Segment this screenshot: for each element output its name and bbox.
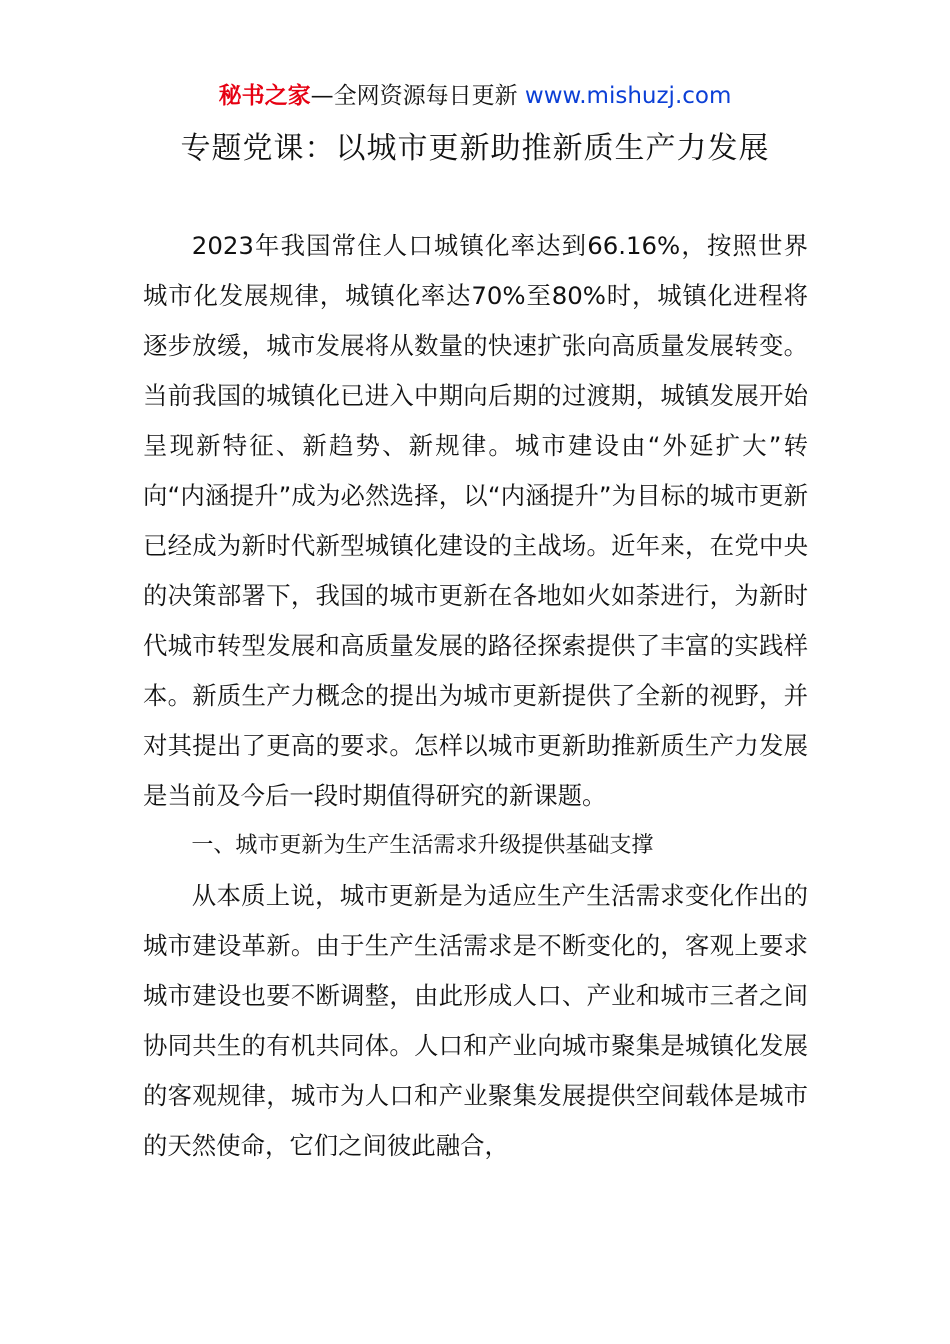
site-url[interactable]: www.mishuzj.com [524,83,732,109]
section-heading-1: 一、城市更新为生产生活需求升级提供基础支撑 [191,833,654,858]
paragraph-intro: 2023年我国常住人口城镇化率达到66.16%，按照世界城市化发展规律，城镇化率达70%至80%时，城镇化进程将逐步放缓，城市发展将从数量的快速扩张向高质量发展转变。当前我国的城镇化已进入中期向后期的过渡期，城镇发展开始呈现新特征、新趋势、新规律。城市建设由“外延扩大”转向“内涵提升”成为必然选择，以“内涵提升”为目标的城市更新已经成为新时代新型城镇化建设的主战场。近年来，在党中央的决策部署下，我国的城市更新在各地如火如荼进行，为新时代城市转型发展和高质量发展的路径探索提供了丰富的实践样本。新质生产力概念的提出为城市更新提供了全新的视野，并对其提出了更高的要求。怎样以城市更新助推新质生产力发展是当前及今后一段时期值得研究的新课题。 [143,231,808,810]
site-banner [0,80,950,112]
brand-name: 秘书之家 [218,83,311,109]
document-title: 专题党课：以城市更新助推新质生产力发展 [180,131,770,166]
paragraph-section-1: 从本质上说，城市更新是为适应生产生活需求变化作出的城市建设革新。由于生产生活需求是不断变化的，客观上要求城市建设也要不断调整，由此形成人口、产业和城市三者之间协同共生的有机共同体。人口和产业向城市聚集是城镇化发展的客观规律，城市为人口和产业聚集发展提供空间载体是城市的天然使命，它们之间彼此融合， [143,881,808,1160]
document-body [143,221,808,1171]
banner-slogan: —全网资源每日更新 [310,83,525,109]
